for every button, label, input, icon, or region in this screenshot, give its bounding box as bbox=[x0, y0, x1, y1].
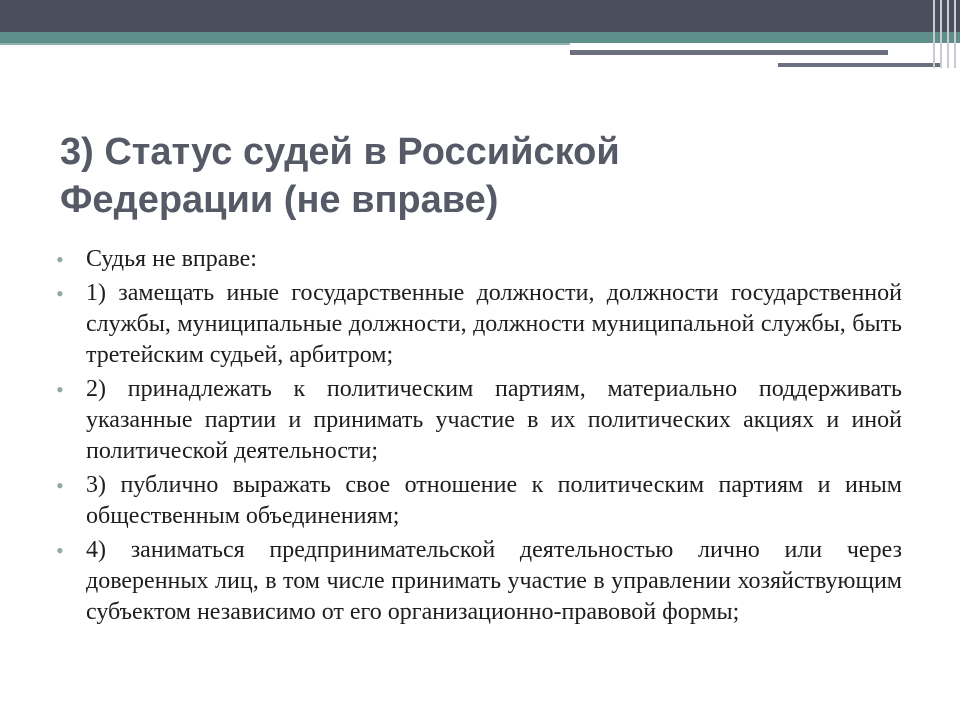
decor-vertical-line bbox=[954, 0, 956, 68]
bullet-intro: • Судья не вправе: bbox=[56, 244, 902, 275]
slide-title-line: 3) Статус судей в Российской bbox=[60, 131, 620, 173]
bullet-item: • 2) принадлежать к политическим партиям, материально поддерживать указанные партии и принимать участие в их политических акциях и иной политической деятельности; bbox=[56, 374, 902, 467]
decor-vertical-line bbox=[940, 0, 942, 68]
decor-bar-upper bbox=[570, 50, 888, 55]
bullet-item: • 1) замещать иные государственные должности, должности государственной службы, муниципальные должности, должности муниципальной службы, быть третейским судьей, арбитром; bbox=[56, 278, 902, 371]
slide-title-line: Федерации (не вправе) bbox=[60, 179, 499, 221]
accent-thin-line bbox=[0, 43, 570, 45]
decor-vertical-line bbox=[933, 0, 935, 68]
decor-bar-lower bbox=[778, 63, 940, 67]
bullet-item: • 3) публично выражать свое отношение к политическим партиям и иным общественным объединениям; bbox=[56, 470, 902, 532]
accent-stripe bbox=[0, 32, 960, 43]
bullet-list bbox=[56, 244, 902, 631]
slide-title bbox=[60, 128, 880, 224]
decor-vertical-line bbox=[947, 0, 949, 68]
bullet-item: • 4) заниматься предпринимательской деятельностью лично или через доверенных лиц, в том числе принимать участие в управлении хозяйствующим субъектом независимо от его организационно-правовой формы; bbox=[56, 535, 902, 628]
header-band bbox=[0, 0, 960, 32]
